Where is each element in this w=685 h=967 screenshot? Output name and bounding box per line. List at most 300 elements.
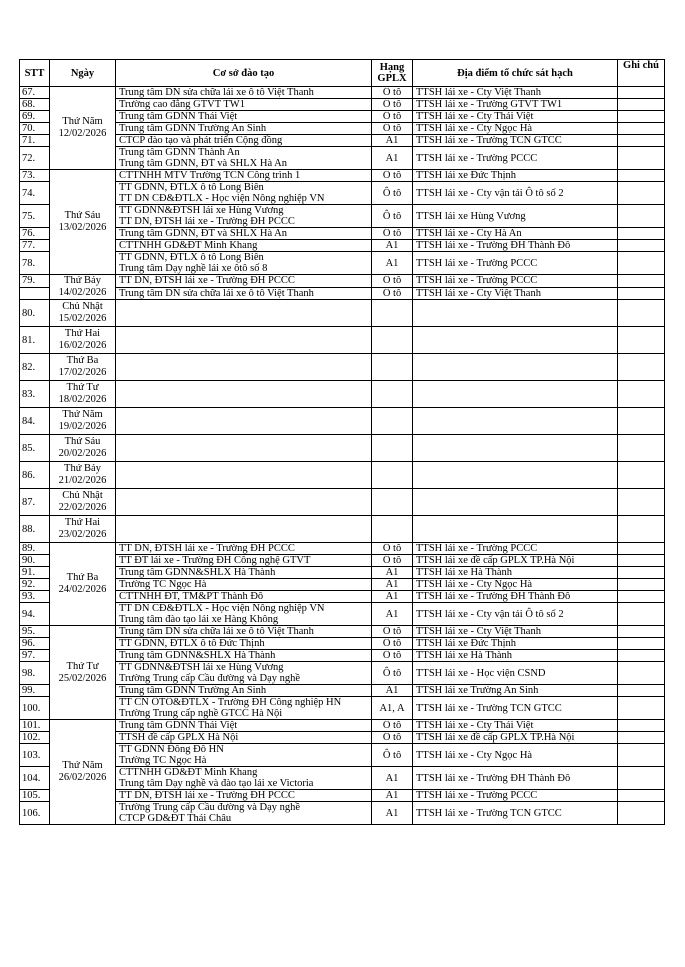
cell-coso xyxy=(116,300,372,327)
cell-diadiem: TTSH lái xe - Cty Thái Việt xyxy=(413,720,618,732)
cell-ghichu xyxy=(618,87,665,99)
cell-hang: Ô tô xyxy=(372,638,413,650)
coso-line: TT GDNN, ĐTLX ô tô Đức Thịnh xyxy=(119,638,265,649)
cell-stt: 73. xyxy=(20,170,50,182)
cell-diadiem: TTSH lái xe Hà Thành xyxy=(413,650,618,662)
coso-line: Trung tâm DN sửa chữa lái xe ô tô Việt Thanh xyxy=(119,626,314,637)
cell-diadiem xyxy=(413,489,618,516)
cell-ghichu xyxy=(618,567,665,579)
cell-coso xyxy=(116,662,372,685)
cell-hang: Ô tô xyxy=(372,182,413,205)
cell-ghichu xyxy=(618,744,665,767)
cell-ghichu xyxy=(618,252,665,275)
cell-diadiem: TTSH lái xe - Cty vận tải Ô tô số 2 xyxy=(413,603,618,626)
cell-coso xyxy=(116,123,372,135)
cell-hang: A1 xyxy=(372,802,413,825)
table-row xyxy=(20,603,665,626)
cell-ghichu xyxy=(618,790,665,802)
cell-stt: 70. xyxy=(20,123,50,135)
cell-hang xyxy=(372,408,413,435)
cell-stt: 106. xyxy=(20,802,50,825)
cell-ghichu xyxy=(618,111,665,123)
cell-coso xyxy=(116,543,372,555)
cell-stt: 104. xyxy=(20,767,50,790)
cell-coso xyxy=(116,354,372,381)
table-row xyxy=(20,650,665,662)
table-row xyxy=(20,720,665,732)
cell-stt: 98. xyxy=(20,662,50,685)
cell-ngay xyxy=(50,720,116,825)
cell-ngay xyxy=(50,381,116,408)
table-row xyxy=(20,354,665,381)
coso-line: TT DN CĐ&ĐTLX - Học viện Nông nghiệp VN xyxy=(119,193,325,204)
cell-ghichu xyxy=(618,662,665,685)
header-ngay: Ngày xyxy=(50,60,116,87)
cell-hang: A1 xyxy=(372,240,413,252)
table-row xyxy=(20,732,665,744)
cell-hang: Ô tô xyxy=(372,111,413,123)
coso-line: Trung tâm GDNN Trường An Sinh xyxy=(119,685,267,696)
cell-coso xyxy=(116,170,372,182)
cell-hang: Ô tô xyxy=(372,87,413,99)
cell-stt: 102. xyxy=(20,732,50,744)
cell-stt: 105. xyxy=(20,790,50,802)
cell-ngay xyxy=(50,516,116,543)
cell-hang xyxy=(372,300,413,327)
cell-coso xyxy=(116,408,372,435)
coso-line: Trung tâm GDNN&SHLX Hà Thành xyxy=(119,650,276,661)
coso-line: Trường Trung cấp Cầu đường và Dạy nghề xyxy=(119,802,301,813)
cell-diadiem: TTSH lái xe - Trường TCN GTCC xyxy=(413,697,618,720)
table-row xyxy=(20,516,665,543)
day-date: 19/02/2026 xyxy=(58,421,107,432)
day-name: Thứ Tư xyxy=(66,660,99,672)
cell-coso xyxy=(116,87,372,99)
cell-ghichu xyxy=(618,123,665,135)
table-row xyxy=(20,182,665,205)
table-row xyxy=(20,685,665,697)
table-row xyxy=(20,240,665,252)
table-row xyxy=(20,435,665,462)
cell-stt: 78. xyxy=(20,252,50,275)
cell-ngay xyxy=(50,408,116,435)
cell-diadiem: TTSH lái xe đề cấp GPLX TP.Hà Nội xyxy=(413,555,618,567)
coso-line: TT DN CĐ&ĐTLX - Học viện Nông nghiệp VN xyxy=(119,603,325,614)
table-row xyxy=(20,802,665,825)
header-ghichu: Ghi chú xyxy=(618,60,665,87)
day-name: Thứ Bảy xyxy=(64,463,101,474)
coso-line: Trung tâm GDNN Thành An xyxy=(119,147,240,158)
cell-ghichu xyxy=(618,638,665,650)
coso-line: CTCP GD&ĐT Thái Châu xyxy=(119,813,232,824)
cell-stt: 69. xyxy=(20,111,50,123)
coso-line: Trung tâm GDNN Thái Việt xyxy=(119,111,238,122)
cell-diadiem: TTSH lái xe - Cty Ngọc Hà xyxy=(413,579,618,591)
cell-coso xyxy=(116,638,372,650)
cell-hang: A1 xyxy=(372,135,413,147)
cell-stt: 79. xyxy=(20,275,50,288)
table-row xyxy=(20,555,665,567)
cell-ngay xyxy=(50,300,116,327)
cell-hang: Ô tô xyxy=(372,123,413,135)
cell-hang xyxy=(372,327,413,354)
cell-coso xyxy=(116,555,372,567)
coso-line: TT GDNN, ĐTLX ô tô Long Biên xyxy=(119,252,264,263)
header-diadiem: Địa điểm tổ chức sát hạch xyxy=(413,60,618,87)
coso-line: TT DN, ĐTSH lái xe - Trường ĐH PCCC xyxy=(119,543,295,554)
coso-line: TT GDNN&ĐTSH lái xe Hùng Vương xyxy=(119,205,284,216)
cell-coso xyxy=(116,720,372,732)
cell-ghichu xyxy=(618,381,665,408)
cell-hang: A1 xyxy=(372,685,413,697)
cell-stt: 86. xyxy=(20,462,50,489)
coso-line: CTCP đào tạo và phát triển Cộng đồng xyxy=(119,135,283,146)
table-row xyxy=(20,591,665,603)
cell-ngay xyxy=(50,543,116,626)
cell-coso xyxy=(116,205,372,228)
table-row xyxy=(20,543,665,555)
day-date: 15/02/2026 xyxy=(58,313,107,324)
header-hang: Hạng GPLX xyxy=(372,60,413,87)
coso-line: Trung tâm GDNN&SHLX Hà Thành xyxy=(119,567,276,578)
coso-line: Trường Trung cấp nghề GTCC Hà Nội xyxy=(119,708,283,719)
coso-line: TT GDNN&ĐTSH lái xe Hùng Vương xyxy=(119,662,284,673)
cell-stt: 76. xyxy=(20,228,50,240)
table-row xyxy=(20,567,665,579)
table-row xyxy=(20,147,665,170)
day-name: Chủ Nhật xyxy=(62,301,103,312)
cell-coso xyxy=(116,240,372,252)
coso-line: CTTNHH GD&ĐT Minh Khang xyxy=(119,240,258,251)
cell-stt: 99. xyxy=(20,685,50,697)
cell-hang: A1 xyxy=(372,567,413,579)
coso-line: Trường TC Ngọc Hà xyxy=(119,579,207,590)
cell-diadiem: TTSH lái xe Hùng Vương xyxy=(413,205,618,228)
header-coso: Cơ sở đào tạo xyxy=(116,60,372,87)
cell-stt: 91. xyxy=(20,567,50,579)
cell-coso xyxy=(116,381,372,408)
day-date: 26/02/2026 xyxy=(58,772,107,783)
cell-hang: Ô tô xyxy=(372,543,413,555)
cell-ghichu xyxy=(618,205,665,228)
day-name: Thứ Sáu xyxy=(64,436,101,447)
cell-ghichu xyxy=(618,626,665,638)
table-row xyxy=(20,170,665,182)
coso-line: CTTNHH ĐT, TM&PT Thành Đô xyxy=(119,591,264,602)
cell-coso xyxy=(116,287,372,300)
coso-line: Trung tâm GDNN, ĐT và SHLX Hà An xyxy=(119,158,287,169)
cell-hang: A1 xyxy=(372,147,413,170)
day-date: 23/02/2026 xyxy=(58,529,107,540)
cell-hang: Ô tô xyxy=(372,287,413,300)
cell-ghichu xyxy=(618,462,665,489)
cell-ghichu xyxy=(618,767,665,790)
cell-diadiem: TTSH lái xe - Cty Việt Thanh xyxy=(413,287,618,300)
schedule-table xyxy=(19,59,665,825)
header-row xyxy=(20,60,665,87)
cell-stt: 75. xyxy=(20,205,50,228)
cell-ghichu xyxy=(618,650,665,662)
day-name: Thứ Hai xyxy=(64,328,101,339)
cell-hang: A1 xyxy=(372,579,413,591)
cell-diadiem: TTSH lái xe Hà Thành xyxy=(413,567,618,579)
table-row xyxy=(20,489,665,516)
cell-hang: Ô tô xyxy=(372,720,413,732)
table-row xyxy=(20,275,665,288)
table-row xyxy=(20,135,665,147)
cell-diadiem: TTSH lái xe - Trường PCCC xyxy=(413,275,618,288)
cell-stt: 85. xyxy=(20,435,50,462)
cell-diadiem: TTSH lái xe - Trường PCCC xyxy=(413,252,618,275)
cell-coso xyxy=(116,567,372,579)
table-row xyxy=(20,662,665,685)
coso-line: Trung tâm DN sửa chữa lái xe ô tô Việt Thanh xyxy=(119,287,314,299)
cell-stt: 87. xyxy=(20,489,50,516)
cell-coso xyxy=(116,790,372,802)
cell-ghichu xyxy=(618,579,665,591)
day-name: Thứ Tư xyxy=(66,382,99,393)
cell-ghichu xyxy=(618,228,665,240)
cell-diadiem: TTSH lái xe - Trường PCCC xyxy=(413,543,618,555)
day-name: Thứ Hai xyxy=(64,517,101,528)
cell-diadiem xyxy=(413,516,618,543)
coso-line: CTTNHH MTV Trường TCN Công trình 1 xyxy=(119,170,301,181)
cell-stt: 90. xyxy=(20,555,50,567)
cell-stt: 94. xyxy=(20,603,50,626)
table-row xyxy=(20,744,665,767)
cell-ghichu xyxy=(618,182,665,205)
cell-stt: 88. xyxy=(20,516,50,543)
cell-ghichu xyxy=(618,543,665,555)
cell-ghichu xyxy=(618,697,665,720)
cell-coso xyxy=(116,802,372,825)
table-row xyxy=(20,205,665,228)
table-row xyxy=(20,111,665,123)
cell-coso xyxy=(116,650,372,662)
cell-diadiem: TTSH lái xe - Trường TCN GTCC xyxy=(413,135,618,147)
cell-diadiem: TTSH lái xe - Trường PCCC xyxy=(413,790,618,802)
cell-stt xyxy=(20,287,50,300)
cell-diadiem: TTSH lái xe - Cty Ngọc Hà xyxy=(413,744,618,767)
day-date: 13/02/2026 xyxy=(58,222,107,233)
table-row xyxy=(20,99,665,111)
cell-ngay xyxy=(50,170,116,275)
day-name: Thứ Ba xyxy=(66,572,99,583)
day-date: 22/02/2026 xyxy=(58,502,107,513)
day-name: Chủ Nhật xyxy=(62,490,103,501)
cell-coso xyxy=(116,732,372,744)
header-stt: STT xyxy=(20,60,50,87)
day-name: Thứ Năm xyxy=(62,409,103,420)
day-date: 25/02/2026 xyxy=(58,672,107,684)
cell-ghichu xyxy=(618,489,665,516)
cell-stt: 81. xyxy=(20,327,50,354)
cell-hang: Ô tô xyxy=(372,662,413,685)
coso-line: TT CN ÔTÔ&ĐTLX - Trường ĐH Công nghiệp HN xyxy=(119,697,342,708)
cell-coso xyxy=(116,744,372,767)
cell-diadiem: TTSH lái xe - Học viện CSND xyxy=(413,662,618,685)
cell-diadiem xyxy=(413,435,618,462)
cell-ngay xyxy=(50,462,116,489)
cell-ghichu xyxy=(618,300,665,327)
table-row xyxy=(20,228,665,240)
cell-ghichu xyxy=(618,591,665,603)
cell-ghichu xyxy=(618,287,665,300)
cell-diadiem: TTSH lái xe - Cty Thái Việt xyxy=(413,111,618,123)
cell-ghichu xyxy=(618,170,665,182)
cell-ghichu xyxy=(618,516,665,543)
coso-line: Trường Trung cấp Cầu đường và Dạy nghề xyxy=(119,673,301,684)
cell-hang: A1, A xyxy=(372,697,413,720)
cell-diadiem: TTSH lái xe - Cty Ngọc Hà xyxy=(413,123,618,135)
cell-hang xyxy=(372,435,413,462)
cell-stt: 103. xyxy=(20,744,50,767)
cell-coso xyxy=(116,147,372,170)
day-name: Thứ Bảy xyxy=(64,275,101,286)
cell-coso xyxy=(116,275,372,288)
coso-line: TT DN, ĐTSH lái xe - Trường ĐH PCCC xyxy=(119,275,295,287)
cell-ngay xyxy=(50,435,116,462)
cell-coso xyxy=(116,435,372,462)
cell-stt: 68. xyxy=(20,99,50,111)
cell-coso xyxy=(116,685,372,697)
cell-stt: 83. xyxy=(20,381,50,408)
table-row xyxy=(20,252,665,275)
cell-coso xyxy=(116,516,372,543)
cell-ghichu xyxy=(618,135,665,147)
cell-ghichu xyxy=(618,802,665,825)
coso-line: Trường cao đẳng GTVT TW1 xyxy=(119,99,245,110)
table-row xyxy=(20,579,665,591)
cell-ghichu xyxy=(618,685,665,697)
cell-coso xyxy=(116,603,372,626)
cell-stt: 84. xyxy=(20,408,50,435)
cell-stt: 89. xyxy=(20,543,50,555)
cell-ghichu xyxy=(618,327,665,354)
coso-line: TT GDNN, ĐTLX ô tô Long Biên xyxy=(119,182,264,193)
coso-line: Trường TC Ngọc Hà xyxy=(119,755,207,766)
day-date: 12/02/2026 xyxy=(58,128,107,139)
cell-hang: Ô tô xyxy=(372,99,413,111)
day-date: 21/02/2026 xyxy=(58,475,107,486)
cell-hang: Ô tô xyxy=(372,228,413,240)
cell-diadiem: TTSH lái xe Trường An Sinh xyxy=(413,685,618,697)
cell-stt: 82. xyxy=(20,354,50,381)
table-row xyxy=(20,697,665,720)
cell-hang: Ô tô xyxy=(372,626,413,638)
coso-line: TT GDNN Đông Đô HN xyxy=(119,744,224,755)
cell-diadiem: TTSH lái xe - Trường TCN GTCC xyxy=(413,802,618,825)
schedule-body xyxy=(20,87,665,825)
cell-coso xyxy=(116,182,372,205)
cell-coso xyxy=(116,767,372,790)
coso-line: Trung tâm DN sửa chữa lái xe ô tô Việt Thanh xyxy=(119,87,314,98)
cell-stt: 97. xyxy=(20,650,50,662)
coso-line: TT ĐT lái xe - Trường ĐH Công nghệ GTVT xyxy=(119,555,311,566)
table-row xyxy=(20,300,665,327)
cell-coso xyxy=(116,99,372,111)
cell-stt: 93. xyxy=(20,591,50,603)
cell-ghichu xyxy=(618,354,665,381)
schedule-sheet xyxy=(19,59,664,825)
cell-hang xyxy=(372,354,413,381)
cell-diadiem xyxy=(413,408,618,435)
cell-ghichu xyxy=(618,555,665,567)
cell-diadiem: TTSH lái xe - Trường ĐH Thành Đô xyxy=(413,240,618,252)
cell-stt: 101. xyxy=(20,720,50,732)
coso-line: Trung tâm đào tạo lái xe Hàng Không xyxy=(119,614,279,625)
coso-line: CTTNHH GD&ĐT Minh Khang xyxy=(119,767,258,778)
cell-stt: 100. xyxy=(20,697,50,720)
cell-ngay xyxy=(50,327,116,354)
table-row xyxy=(20,287,665,300)
cell-hang xyxy=(372,381,413,408)
cell-hang: A1 xyxy=(372,790,413,802)
cell-ghichu xyxy=(618,720,665,732)
cell-hang: A1 xyxy=(372,591,413,603)
cell-stt: 67. xyxy=(20,87,50,99)
cell-stt: 72. xyxy=(20,147,50,170)
cell-diadiem: TTSH lái xe - Trường GTVT TW1 xyxy=(413,99,618,111)
table-row xyxy=(20,462,665,489)
cell-stt: 96. xyxy=(20,638,50,650)
cell-hang: Ô tô xyxy=(372,732,413,744)
cell-diadiem: TTSH lái xe - Trường ĐH Thành Đô xyxy=(413,591,618,603)
cell-coso xyxy=(116,462,372,489)
cell-hang: A1 xyxy=(372,603,413,626)
coso-line: Trung tâm Dạy nghề lái xe ôtô số 8 xyxy=(119,263,268,274)
cell-stt: 95. xyxy=(20,626,50,638)
day-date: 18/02/2026 xyxy=(58,394,107,405)
cell-ghichu xyxy=(618,732,665,744)
cell-hang xyxy=(372,489,413,516)
cell-diadiem: TTSH lái xe - Cty vận tải Ô tô số 2 xyxy=(413,182,618,205)
cell-diadiem xyxy=(413,300,618,327)
cell-ghichu xyxy=(618,408,665,435)
cell-ghichu xyxy=(618,99,665,111)
cell-hang: Ô tô xyxy=(372,650,413,662)
cell-diadiem: TTSH lái xe - Trường ĐH Thành Đô xyxy=(413,767,618,790)
coso-line: Trung tâm Dạy nghề và đào tạo lái xe Victoria xyxy=(119,778,314,789)
cell-diadiem: TTSH lái xe - Trường PCCC xyxy=(413,147,618,170)
cell-hang: A1 xyxy=(372,767,413,790)
cell-coso xyxy=(116,489,372,516)
cell-coso xyxy=(116,135,372,147)
table-row xyxy=(20,381,665,408)
cell-hang: Ô tô xyxy=(372,170,413,182)
cell-coso xyxy=(116,252,372,275)
cell-diadiem: TTSH lái xe đề cấp GPLX TP.Hà Nội xyxy=(413,732,618,744)
cell-hang: Ô tô xyxy=(372,205,413,228)
cell-ngay xyxy=(50,87,116,170)
table-row xyxy=(20,87,665,99)
table-row xyxy=(20,790,665,802)
table-row xyxy=(20,408,665,435)
table-row xyxy=(20,767,665,790)
cell-stt: 74. xyxy=(20,182,50,205)
cell-coso xyxy=(116,697,372,720)
cell-coso xyxy=(116,228,372,240)
coso-line: Trung tâm GDNN Trường An Sinh xyxy=(119,123,267,134)
coso-line: TT DN, ĐTSH lái xe - Trường ĐH PCCC xyxy=(119,790,295,801)
coso-line: Trung tâm GDNN, ĐT và SHLX Hà An xyxy=(119,228,287,239)
day-date: 16/02/2026 xyxy=(58,340,107,351)
cell-ghichu xyxy=(618,435,665,462)
cell-stt: 80. xyxy=(20,300,50,327)
day-date: 14/02/2026 xyxy=(58,287,107,298)
cell-diadiem: TTSH lái xe - Cty Việt Thanh xyxy=(413,87,618,99)
cell-diadiem xyxy=(413,462,618,489)
